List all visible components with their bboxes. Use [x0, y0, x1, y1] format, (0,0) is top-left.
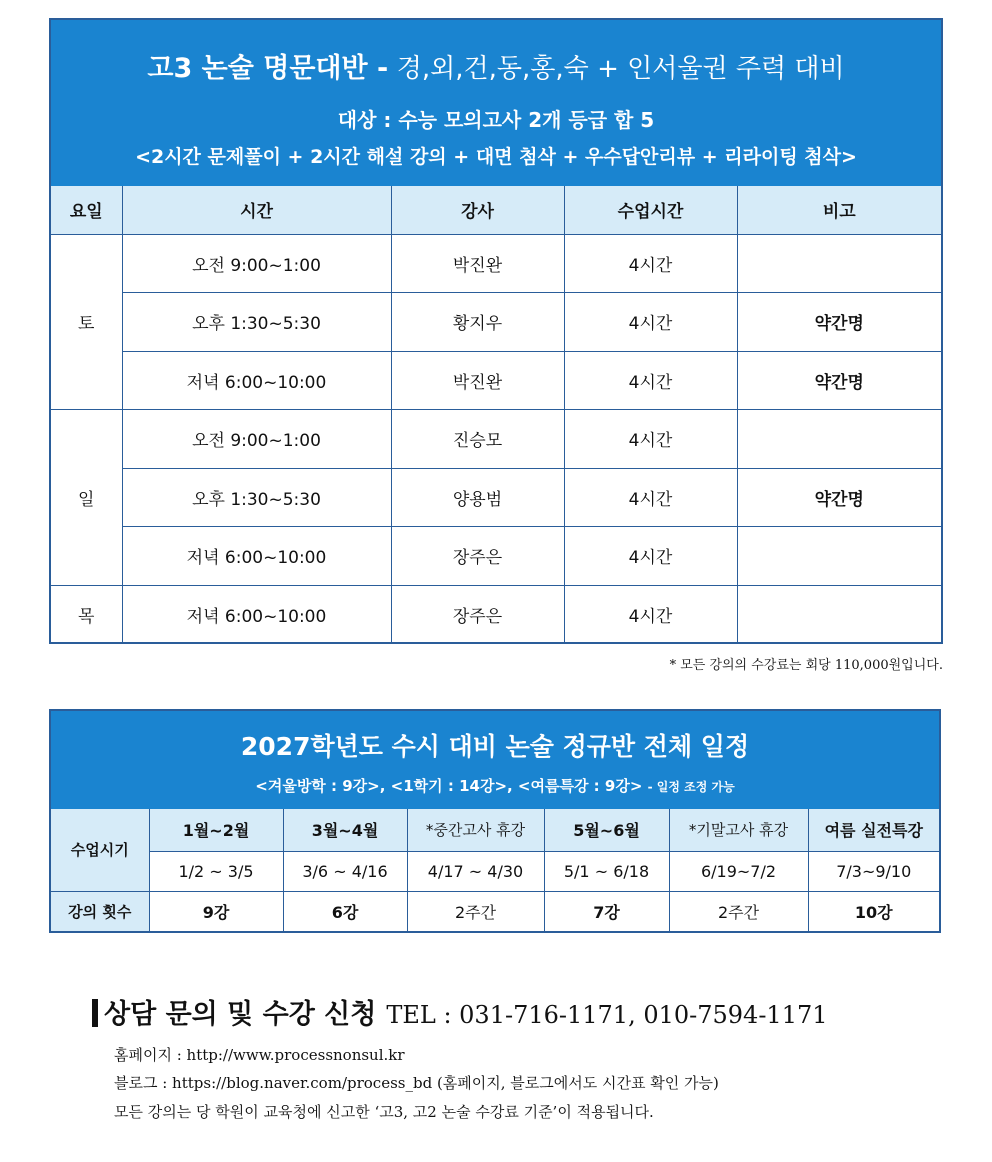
time-cell: 저녁 6:00~10:00	[122, 351, 391, 410]
table-row	[51, 527, 941, 586]
day-cell: 목	[51, 585, 122, 644]
phase-name: 1월~2월	[149, 809, 283, 851]
heading-bar-marker	[92, 999, 98, 1027]
teacher-cell: 진승모	[391, 410, 564, 469]
lecture-count: 2주간	[669, 891, 808, 931]
phase-dates-row	[51, 851, 939, 891]
hours-cell: 4시간	[564, 468, 737, 527]
day-cell: 토	[51, 234, 122, 410]
period-row-label: 수업시기	[51, 809, 149, 891]
phase-name: 5월~6월	[544, 809, 669, 851]
fee-footnote: * 모든 강의의 수강료는 회당 110,000원입니다.	[669, 658, 943, 673]
weekly-schedule-banner	[51, 20, 941, 186]
contact-phone: TEL : 031-716-1171, 010-7594-1171	[386, 1001, 828, 1029]
phase-name-row	[51, 809, 939, 851]
yearly-schedule-banner	[51, 711, 939, 809]
note-cell	[737, 410, 941, 469]
header-day: 요일	[51, 186, 122, 234]
hours-cell: 4시간	[564, 351, 737, 410]
table-row	[51, 410, 941, 469]
teacher-cell: 황지우	[391, 293, 564, 352]
note-cell: 약간명	[737, 293, 941, 352]
hours-cell: 4시간	[564, 527, 737, 586]
course-title-main: 고3 논술 명문대반 -	[147, 53, 389, 84]
schedule-adjust-note: - 일정 조정 가능	[647, 780, 735, 794]
blog-line: 블로그 : https://blog.naver.com/process_bd (홈페이지, 블로그에서도 시간표 확인 가능)	[114, 1074, 719, 1092]
time-cell: 오전 9:00~1:00	[122, 234, 391, 293]
phase-dates: 5/1 ~ 6/18	[544, 851, 669, 891]
course-composition: <2시간 문제풀이 + 2시간 해설 강의 + 대면 첨삭 + 우수답안리뷰 + 리라이팅 첨삭>	[135, 146, 857, 168]
day-cell: 일	[51, 410, 122, 586]
table-row	[51, 293, 941, 352]
table-row	[51, 351, 941, 410]
header-note: 비고	[737, 186, 941, 234]
teacher-cell: 박진완	[391, 234, 564, 293]
contact-heading	[92, 992, 828, 1031]
yearly-schedule-table	[51, 809, 939, 931]
phase-name: *기말고사 휴강	[669, 809, 808, 851]
teacher-cell: 장주은	[391, 527, 564, 586]
weekly-schedule-box	[49, 18, 943, 644]
time-cell: 저녁 6:00~10:00	[122, 585, 391, 644]
teacher-cell: 장주은	[391, 585, 564, 644]
yearly-schedule-title: 2027학년도 수시 대비 논술 정규반 전체 일정	[240, 732, 750, 761]
time-cell: 오전 9:00~1:00	[122, 410, 391, 469]
contact-label: 상담 문의 및 수강 신청	[104, 999, 377, 1030]
header-teacher: 강사	[391, 186, 564, 234]
note-cell	[737, 234, 941, 293]
time-cell: 저녁 6:00~10:00	[122, 527, 391, 586]
lecture-count-summary: <겨울방학 : 9강>, <1학기 : 14강>, <여름특강 : 9강>	[255, 777, 643, 795]
hours-cell: 4시간	[564, 585, 737, 644]
yearly-schedule-summary	[51, 775, 939, 796]
note-cell: 약간명	[737, 468, 941, 527]
note-cell: 약간명	[737, 351, 941, 410]
yearly-schedule-box	[49, 709, 941, 933]
phase-dates: 3/6 ~ 4/16	[283, 851, 407, 891]
lecture-count: 10강	[808, 891, 939, 931]
fee-standard-note: 모든 강의는 당 학원이 교육청에 신고한 ‘고3, 고2 논술 수강료 기준’이 적용됩니다.	[114, 1103, 654, 1121]
note-cell	[737, 527, 941, 586]
hours-cell: 4시간	[564, 234, 737, 293]
count-row-label: 강의 횟수	[51, 891, 149, 931]
lecture-count: 9강	[149, 891, 283, 931]
header-time: 시간	[122, 186, 391, 234]
hours-cell: 4시간	[564, 293, 737, 352]
homepage-line: 홈페이지 : http://www.processnonsul.kr	[114, 1046, 405, 1064]
header-hours: 수업시간	[564, 186, 737, 234]
phase-dates: 6/19~7/2	[669, 851, 808, 891]
table-row	[51, 234, 941, 293]
phase-name: 3월~4월	[283, 809, 407, 851]
phase-dates: 7/3~9/10	[808, 851, 939, 891]
course-title	[51, 46, 941, 85]
teacher-cell: 박진완	[391, 351, 564, 410]
phase-dates: 1/2 ~ 3/5	[149, 851, 283, 891]
table-header-row	[51, 186, 941, 234]
phase-name: 여름 실전특강	[808, 809, 939, 851]
lecture-count: 6강	[283, 891, 407, 931]
lecture-count: 7강	[544, 891, 669, 931]
lecture-count-row	[51, 891, 939, 931]
hours-cell: 4시간	[564, 410, 737, 469]
time-cell: 오후 1:30~5:30	[122, 293, 391, 352]
lecture-count: 2주간	[407, 891, 544, 931]
phase-name: *중간고사 휴강	[407, 809, 544, 851]
weekly-schedule-table	[51, 186, 941, 644]
table-row	[51, 468, 941, 527]
teacher-cell: 양용범	[391, 468, 564, 527]
phase-dates: 4/17 ~ 4/30	[407, 851, 544, 891]
course-title-target-schools: 경,외,건,동,홍,숙 + 인서울권 주력 대비	[396, 54, 845, 84]
course-eligibility: 대상 : 수능 모의고사 2개 등급 합 5	[337, 108, 655, 132]
table-row	[51, 585, 941, 644]
time-cell: 오후 1:30~5:30	[122, 468, 391, 527]
note-cell	[737, 585, 941, 644]
